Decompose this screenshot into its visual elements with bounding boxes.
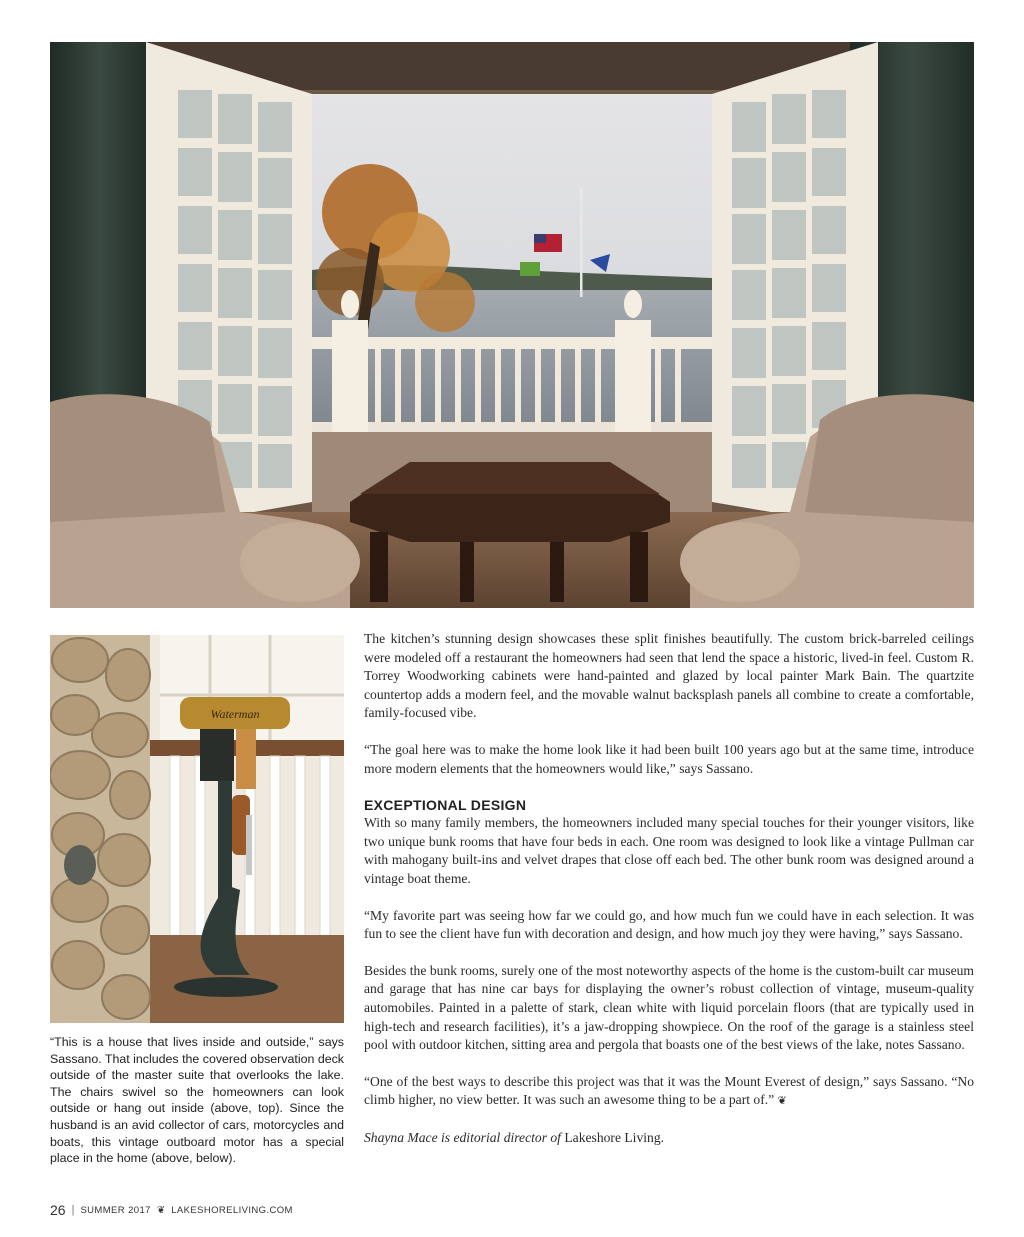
byline-prefix: Shayna Mace is editorial director of [364, 1129, 561, 1145]
leaf-icon: ❦ [156, 1204, 166, 1216]
inset-photo [50, 635, 344, 1023]
outboard-motor-illustration [50, 635, 344, 1023]
article-paragraph: With so many family members, the homeowners included many special touches for their younger visitors, like two unique bunk rooms that have four beds in each. One room was designed to look like a vintage Pullman car with mahogany built-ins and velvet drapes that close off each bed. The other bunk room was designed around a vintage boat theme. [364, 815, 974, 886]
article-paragraph: “My favorite part was seeing how far we could go, and how much fun we could have in each selection. It was fun to see the client have fun with decoration and design, and how much joy they were having,” says Sassano. [364, 907, 974, 942]
page-footer [50, 1202, 293, 1218]
end-mark-icon: ❦ [777, 1094, 787, 1108]
byline [364, 1129, 974, 1148]
photo-caption: “This is a house that lives inside and outside,” says Sassano. That includes the covered observation deck outside of the master suite that overlooks the lake. The chairs swivel so the homeowners can look outside or hang out inside (above, top). Since the husband is an avid collector of cars, motorcycles and boats, this vintage outboard motor has a special place in the home (above, below). [50, 1035, 344, 1166]
byline-publication: Lakeshore Living. [564, 1129, 665, 1145]
article-paragraph: Besides the bunk rooms, surely one of the most noteworthy aspects of the home is the custom-built car museum and garage that has nine car bays for displaying the owner’s robust collection of vintage, museum-quality automobiles. Painted in a palette of stark, clean white with liquid porcelain floors (that are typically used in high-tech and research facilities), it’s a jaw-dropping showpiece. On the roof of the garage is a stainless steel pool with outdoor kitchen, sitting area and pergola that boasts one of the best views of the lake, notes Sassano. [364, 962, 974, 1053]
hero-photo [50, 42, 974, 608]
page-number: 26 [50, 1202, 66, 1218]
article-paragraph: The kitchen’s stunning design showcases these split finishes beautifully. The custom brick-barreled ceilings were modeled off a restaurant the homeowners had seen that lend the space a historic, lived-in feel. Custom R. Torrey Woodworking cabinets were hand-painted and glazed by local painter Mark Bain. The quartzite countertop adds a modern feel, and the movable walnut backsplash panels all combine to create a comfortable, family-focused vibe. [364, 631, 974, 721]
final-quote: “One of the best ways to describe this project was that it was the Mount Everest of design,” says Sassano. “No climb higher, no view better. It was such an awesome thing to be a part of.” [364, 1073, 974, 1108]
article-paragraph-final [364, 1073, 974, 1111]
section-heading: EXCEPTIONAL DESIGN [364, 797, 527, 814]
issue-label: SUMMER 2017 [80, 1204, 151, 1216]
footer-separator: | [71, 1204, 75, 1216]
lake-view-illustration [50, 42, 974, 608]
article-paragraph: “The goal here was to make the home look like it had been built 100 years ago but at the same time, introduce more modern elements that the homeowners would like,” says Sassano. [364, 741, 974, 776]
motor-badge: Waterman [210, 707, 260, 721]
website-link[interactable]: LAKESHORELIVING.COM [171, 1204, 293, 1216]
article-body [364, 630, 974, 1165]
